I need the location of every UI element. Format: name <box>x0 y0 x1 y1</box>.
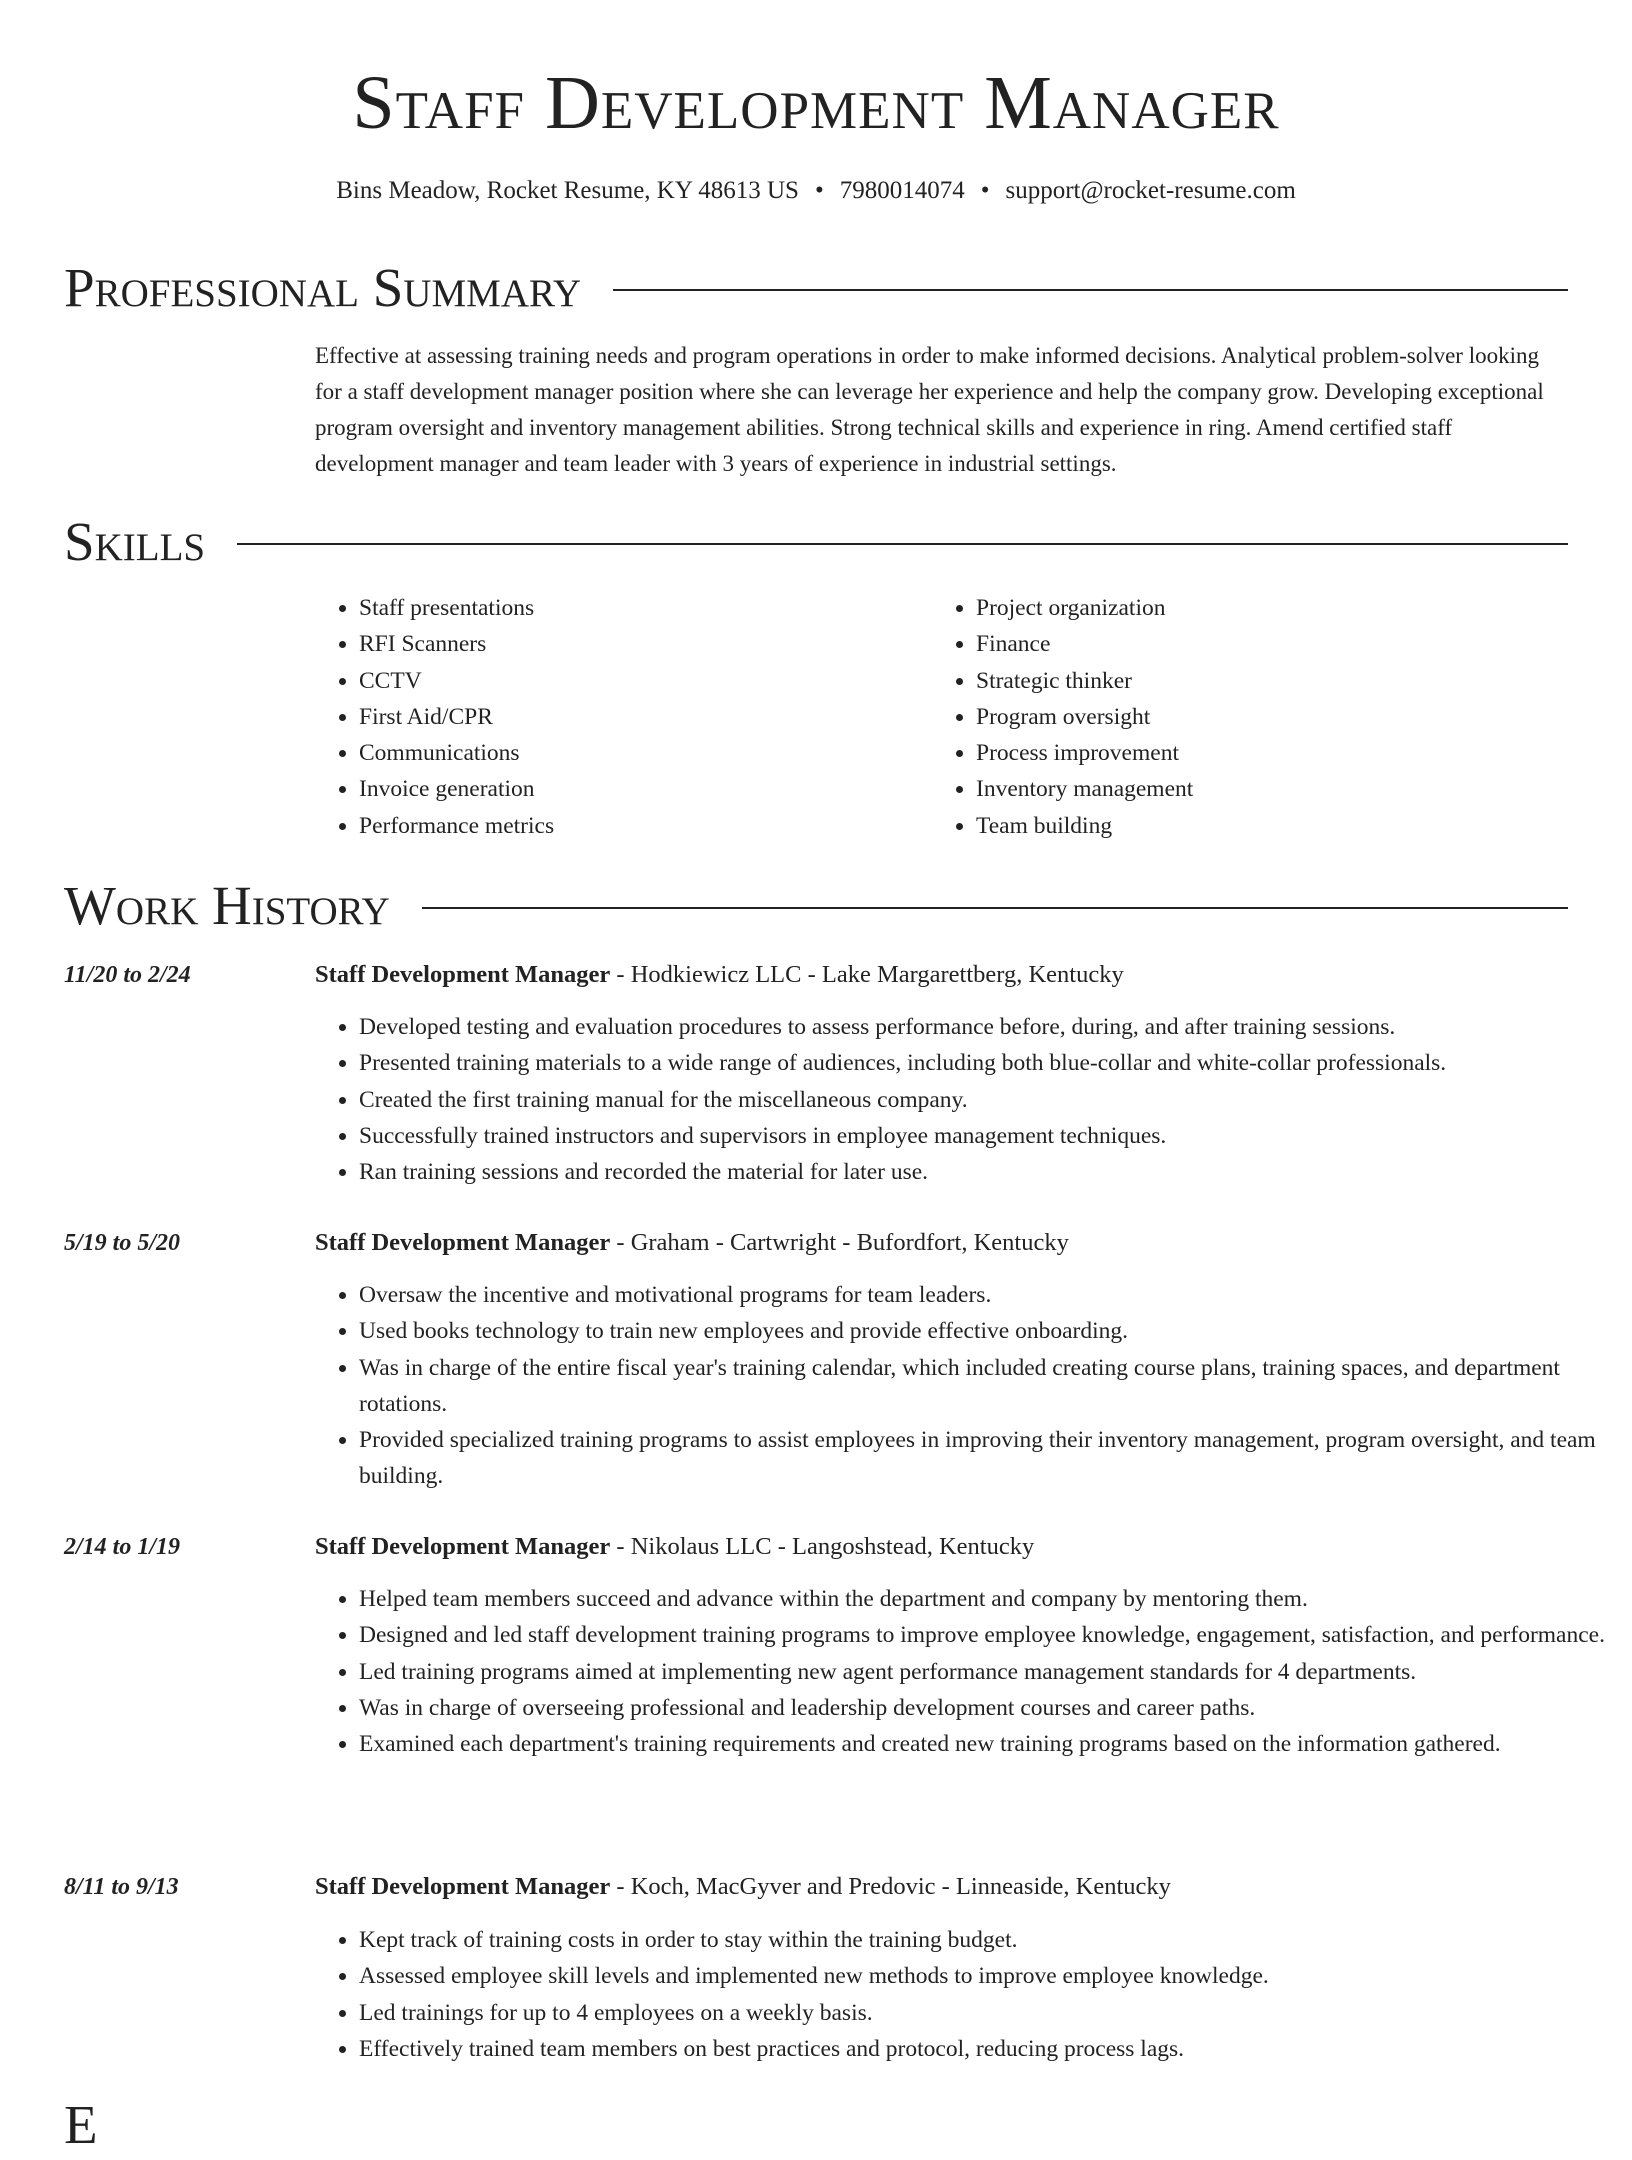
skill-item: • Inventory management <box>976 771 1576 807</box>
skills-list-left <box>315 590 959 844</box>
job-title: Staff Development Manager <box>315 1229 611 1256</box>
skill-item: • Staff presentations <box>359 590 959 626</box>
job-company: - Graham - Cartwright - Bufordfort, Kentucky <box>610 1229 1069 1256</box>
job-bullet: • Used books technology to train new employees and provide effective onboarding. <box>359 1313 1614 1349</box>
contact-line <box>0 174 1632 208</box>
job-heading <box>315 1225 1570 1261</box>
job-bullet: • Effectively trained team members on best practices and protocol, reducing process lags. <box>359 2031 1614 2067</box>
contact-email: support@rocket-resume.com <box>1005 177 1296 204</box>
work-heading: Work History <box>64 875 390 936</box>
job-bullets <box>315 1581 1614 1762</box>
next-section-heading: E <box>64 2094 98 2155</box>
contact-separator: • <box>814 177 824 204</box>
job-dates: 8/11 to 9/13 <box>64 1874 179 1900</box>
job-company: - Koch, MacGyver and Predovic - Linneaside, Kentucky <box>610 1873 1171 1900</box>
contact-separator: • <box>980 177 990 204</box>
candidate-name: Staff Development Manager <box>352 61 1280 145</box>
job-bullet: • Kept track of training costs in order to stay within the training budget. <box>359 1922 1614 1958</box>
job-heading <box>315 1529 1570 1565</box>
job-bullet: • Led training programs aimed at implementing new agent performance management standards for 4 departments. <box>359 1654 1614 1690</box>
contact-address: Bins Meadow, Rocket Resume, KY 48613 US <box>336 177 799 204</box>
job-bullet: • Oversaw the incentive and motivational programs for team leaders. <box>359 1277 1614 1313</box>
job-bullet: • Ran training sessions and recorded the material for later use. <box>359 1154 1614 1190</box>
job-title: Staff Development Manager <box>315 1533 611 1560</box>
work-section-header <box>64 871 1568 941</box>
summary-text: Effective at assessing training needs and program operations in order to make informed decisions. Analytical problem-solver looking for a staff development manager position where she can leverage her experience and help the company grow. Developing exceptional program oversight and inventory management abilities. Strong technical skills and experience in ring. Amend certified staff development manager and team leader with 3 years of experience in industrial settings. <box>315 343 1544 476</box>
job-dates: 5/19 to 5/20 <box>64 1230 181 1256</box>
job-bullet: • Was in charge of the entire fiscal year's training calendar, which included creating course plans, training spaces, and department rotations. <box>359 1350 1614 1423</box>
job-bullet: • Presented training materials to a wide range of audiences, including both blue-collar and white-collar professionals. <box>359 1045 1614 1081</box>
job-bullet: • Led trainings for up to 4 employees on a weekly basis. <box>359 1995 1614 2031</box>
skills-section-header <box>64 507 1568 577</box>
job-bullets <box>315 1922 1614 2067</box>
job-bullets <box>315 1277 1614 1495</box>
job-bullet: • Designed and led staff development training programs to improve employee knowledge, engagement, satisfaction, and performance. <box>359 1617 1614 1653</box>
skill-item: • Team building <box>976 808 1576 844</box>
job-heading <box>315 957 1570 993</box>
job-title: Staff Development Manager <box>315 1873 611 1900</box>
section-divider <box>237 543 1568 545</box>
job-bullet: • Provided specialized training programs to assist employees in improving their inventory management, program oversight, and team building. <box>359 1422 1614 1495</box>
skill-item: • Process improvement <box>976 735 1576 771</box>
job-bullet: • Was in charge of overseeing professional and leadership development courses and career paths. <box>359 1690 1614 1726</box>
job-dates: 2/14 to 1/19 <box>64 1534 181 1560</box>
skill-item: • Program oversight <box>976 699 1576 735</box>
job-bullet: • Assessed employee skill levels and implemented new methods to improve employee knowledge. <box>359 1958 1614 1994</box>
section-divider <box>613 289 1568 291</box>
skills-list-right <box>932 590 1576 844</box>
job-bullets <box>315 1009 1614 1190</box>
skill-item: • Performance metrics <box>359 808 959 844</box>
skill-item: • Communications <box>359 735 959 771</box>
job-bullet: • Created the first training manual for the miscellaneous company. <box>359 1082 1614 1118</box>
summary-section-header <box>64 253 1568 323</box>
section-divider <box>422 907 1568 909</box>
job-bullet: • Successfully trained instructors and supervisors in employee management techniques. <box>359 1118 1614 1154</box>
contact-phone: 7980014074 <box>839 177 965 204</box>
skill-item: • Invoice generation <box>359 771 959 807</box>
skill-item: • Strategic thinker <box>976 663 1576 699</box>
job-heading <box>315 1869 1570 1905</box>
skill-item: • First Aid/CPR <box>359 699 959 735</box>
skill-item: • CCTV <box>359 663 959 699</box>
job-title: Staff Development Manager <box>315 961 611 988</box>
job-company: - Hodkiewicz LLC - Lake Margarettberg, Kentucky <box>610 961 1124 988</box>
job-bullet: • Examined each department's training requirements and created new training programs based on the information gathered. <box>359 1726 1614 1762</box>
job-bullet: • Helped team members succeed and advance within the department and company by mentoring them. <box>359 1581 1614 1617</box>
summary-heading: Professional Summary <box>64 257 582 318</box>
skill-item: • Project organization <box>976 590 1576 626</box>
job-dates: 11/20 to 2/24 <box>64 962 191 988</box>
job-bullet: • Developed testing and evaluation procedures to assess performance before, during, and after training sessions. <box>359 1009 1614 1045</box>
skill-item: • Finance <box>976 626 1576 662</box>
skills-heading: Skills <box>64 511 206 572</box>
job-company: - Nikolaus LLC - Langoshstead, Kentucky <box>610 1533 1035 1560</box>
skill-item: • RFI Scanners <box>359 626 959 662</box>
